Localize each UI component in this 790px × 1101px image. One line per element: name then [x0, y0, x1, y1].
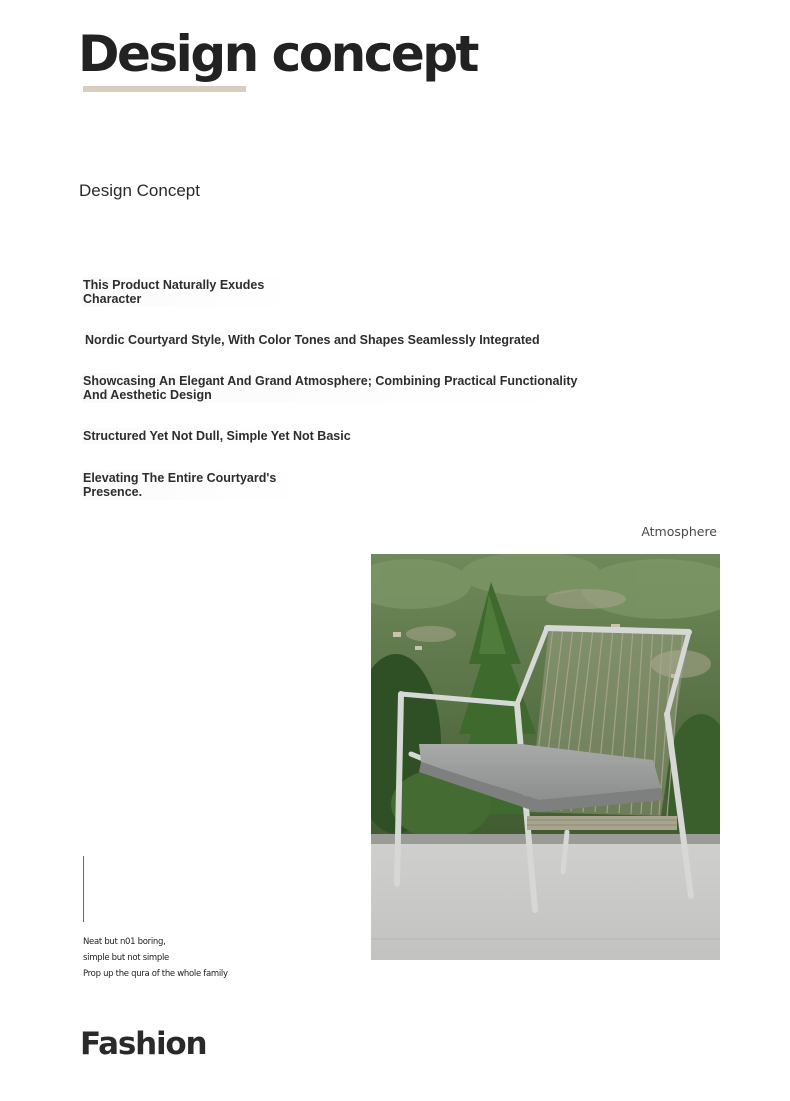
feature-text-courtyard-presence: Elevating The Entire Courtyard's Presence.: [82, 470, 311, 500]
fashion-section-title: Fashion: [80, 1026, 207, 1062]
vertical-divider: [83, 856, 84, 922]
slogan-line-1: Neat but n01 boring,: [83, 937, 166, 947]
feature-text-nordic-style: Nordic Courtyard Style, With Color Tones and Shapes Seamlessly Integrated: [84, 332, 546, 348]
design-concept-heading: Design Concept: [79, 181, 200, 200]
title-underline: [83, 86, 246, 92]
atmosphere-label: Atmosphere: [641, 524, 717, 539]
slogan-line-2: simple but not simple: [83, 953, 169, 963]
feature-text-character: This Product Naturally Exudes Character: [82, 277, 303, 307]
chair-photo: [371, 554, 720, 960]
slogan-line-3: Prop up the qura of the whole family: [83, 969, 228, 979]
feature-text-structured: Structured Yet Not Dull, Simple Yet Not Basic: [82, 428, 357, 444]
feature-text-elegant-atmosphere: Showcasing An Elegant And Grand Atmosphere; Combining Practical Functionality And Aesthetic Design: [82, 373, 591, 403]
page-title: Design concept: [78, 25, 477, 83]
